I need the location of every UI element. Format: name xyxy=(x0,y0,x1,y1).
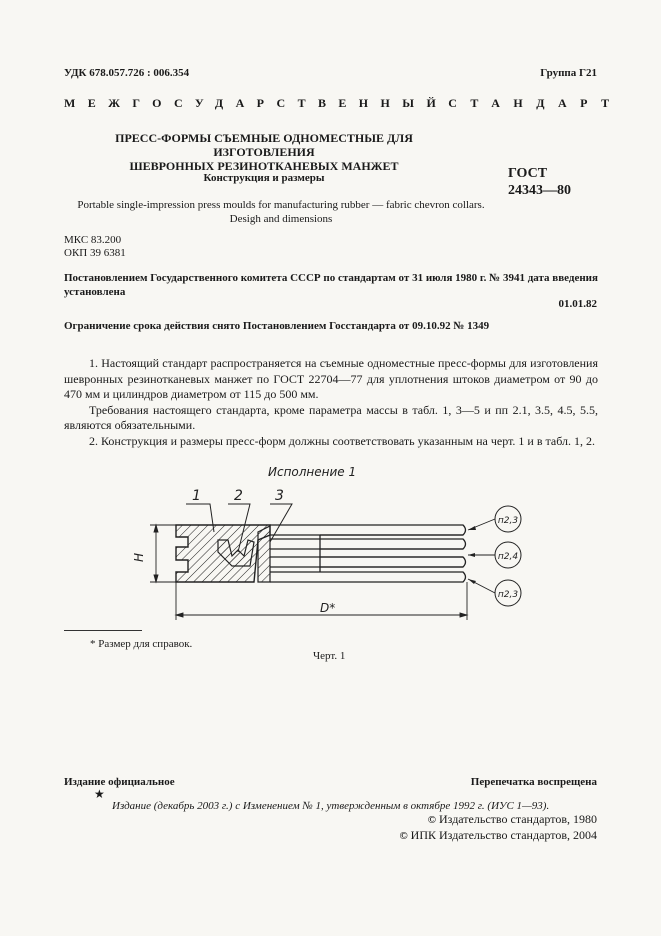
okp-code: ОКП 39 6381 xyxy=(64,247,126,259)
copyright-icon: © xyxy=(427,814,436,826)
title-line-2: ШЕВРОННЫХ РЕЗИНОТКАНЕВЫХ МАНЖЕТ xyxy=(129,159,399,173)
footnote-rule xyxy=(64,630,142,631)
leader-3: 3 xyxy=(275,488,284,504)
roughness-callout-1 xyxy=(468,506,521,532)
edition-note: Издание (декабрь 2003 г.) с Изменением № 1, утвержденным в октябре 1992 г. (ИУС 1—93). xyxy=(112,800,550,812)
copyright-1 xyxy=(428,812,597,827)
gost-label: ГОСТ xyxy=(508,166,548,181)
copyright-1-text: Издательство стандартов, 1980 xyxy=(439,812,597,826)
english-title-line-1: Portable single-impression press moulds for manufacturing rubber — fabric chevron collars. xyxy=(77,199,485,211)
footnote: * Размер для справок. xyxy=(90,638,193,650)
document-subtitle: Конструкция и размеры xyxy=(203,172,325,184)
svg-text:п2,4: п2,4 xyxy=(497,552,519,562)
mould-body-lines xyxy=(270,525,466,582)
paragraph-3: 2. Конструкция и размеры пресс-форм должны соответствовать указанным на черт. 1 и в табл. 1, 2. xyxy=(89,433,596,448)
copyright-2 xyxy=(399,828,597,843)
limitation-text: Ограничение срока действия снято Постановлением Госстандарта от 09.10.92 № 1349 xyxy=(64,320,490,332)
mould-drawing xyxy=(120,460,540,625)
leader-2: 2 xyxy=(234,488,243,504)
english-title xyxy=(64,198,498,226)
dim-h-label: H xyxy=(132,552,146,562)
leader-1: 1 xyxy=(192,488,201,504)
svg-text:п2,3: п2,3 xyxy=(497,516,519,526)
banner-left: МЕЖГОСУДАРСТВЕННЫЙ xyxy=(64,96,449,110)
mould-section xyxy=(176,525,270,582)
roughness-callout-3 xyxy=(468,579,521,606)
dim-d-label: D* xyxy=(320,601,336,615)
decree-text: Постановлением Государственного комитета СССР по стандартам от 31 июля 1980 г. № 3941 дата введения установлена xyxy=(64,272,598,298)
gost-code: 24343—80 xyxy=(508,183,571,198)
variant-label: Исполнение 1 xyxy=(268,465,357,479)
mks-code: МКС 83.200 xyxy=(64,234,122,246)
reprint-prohibited: Перепечатка воспрещена xyxy=(470,776,597,788)
standard-banner xyxy=(64,96,623,111)
title-line-1: ПРЕСС-ФОРМЫ СЪЕМНЫЕ ОДНОМЕСТНЫЕ ДЛЯ ИЗГОТОВЛЕНИЯ xyxy=(115,131,413,159)
figure-caption: Черт. 1 xyxy=(313,650,346,662)
official-edition: Издание официальное xyxy=(64,776,175,788)
dimension-h xyxy=(150,525,176,582)
document-title xyxy=(64,131,464,173)
paragraph-2: Требования настоящего стандарта, кроме параметра массы в табл. 1, 3—5 и пп 2.1, 3.5, 4.5, 5.5, являются обязательными. xyxy=(64,402,598,432)
star-icon: ★ xyxy=(94,787,105,801)
udk-code: УДК 678.057.726 : 006.354 xyxy=(64,67,190,79)
svg-text:п2,3: п2,3 xyxy=(497,590,519,600)
group-code: Группа Г21 xyxy=(540,67,597,79)
classification-codes xyxy=(64,234,126,260)
banner-right: СТАНДАРТ xyxy=(448,96,623,110)
roughness-callout-2 xyxy=(468,542,521,568)
gost-number xyxy=(508,165,571,199)
copyright-2-text: ИПК Издательство стандартов, 2004 xyxy=(410,828,597,842)
paragraph-1: 1. Настоящий стандарт распространяется на съемные одноместные пресс-формы для изготовления шевронных резинотканевых манжет по ГОСТ 22704—77 для уплотнения штоков диаметром от 90 до 470 мм и цилиндров диаметром от 115 до 500 мм. xyxy=(64,356,598,401)
body-text xyxy=(64,356,598,449)
effective-date: 01.01.82 xyxy=(558,298,597,310)
english-title-line-2: Desigh and dimensions xyxy=(229,213,333,225)
copyright-icon: © xyxy=(399,830,408,842)
